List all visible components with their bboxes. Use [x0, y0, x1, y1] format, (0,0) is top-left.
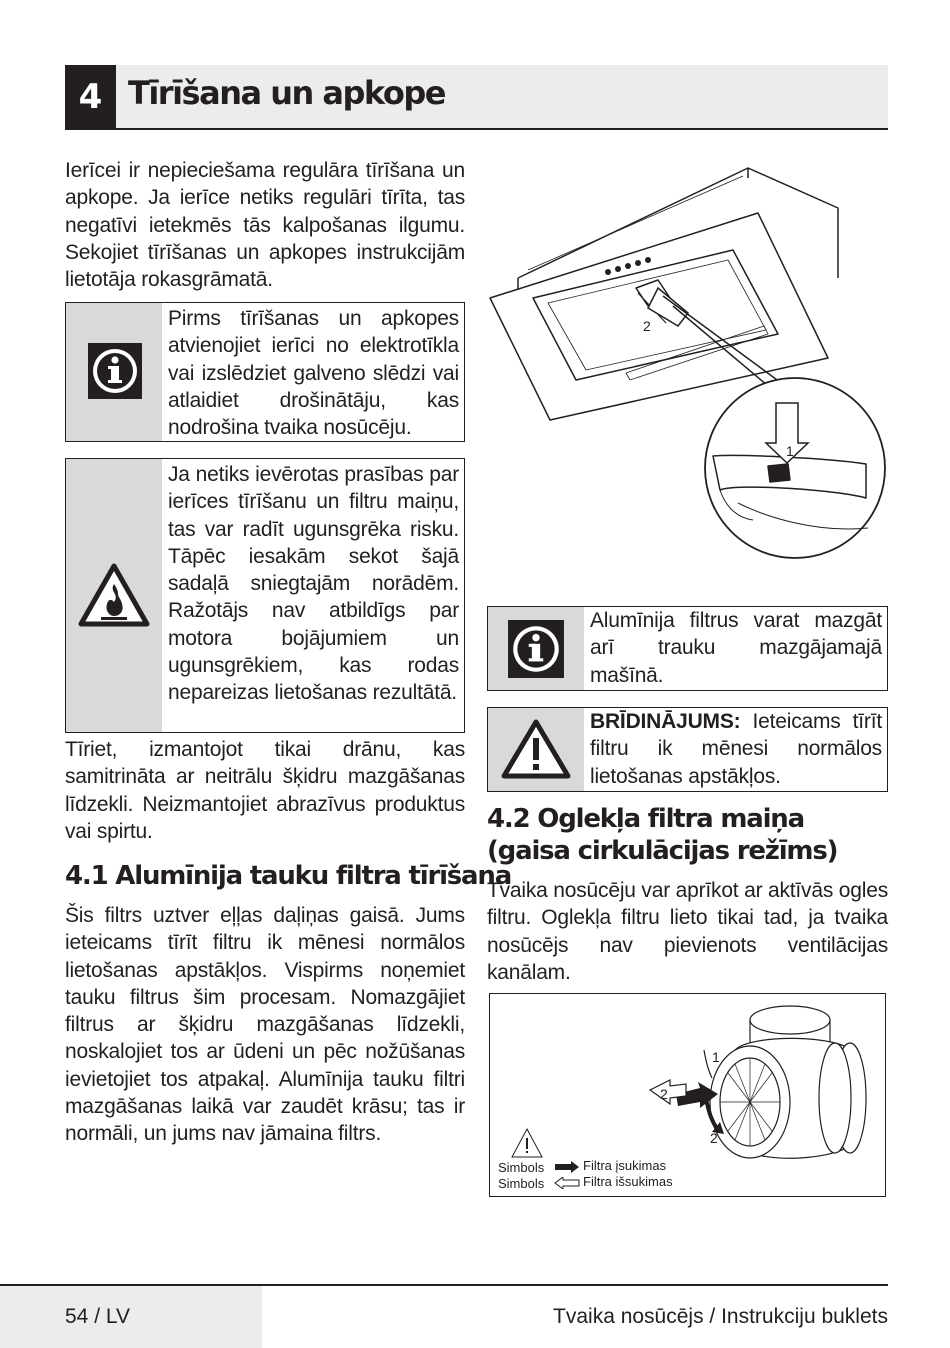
warning-notice-text — [590, 708, 882, 790]
flammable-icon — [78, 562, 150, 628]
section-4-2-heading: 4.2 Oglekļa filtra maiņa (gaisa cirkulācijas režīms) — [487, 804, 838, 866]
legend-remove-label: Filtra išsukimas — [583, 1174, 673, 1189]
info-notice-text: Pirms tīrīšanas un apkopes atvienojiet ierīci no elektrotīkla vai izslēdziet galveno slēdzi vai atlaidiet drošinātāju, kas nodrošina tvaika nosūcēju. — [168, 307, 459, 440]
hood-figure-label-1: 1 — [786, 443, 794, 459]
carbon-filter-figure — [489, 993, 886, 1197]
section-4-1-paragraph: Šis filtrs uztver eļļas daļiņas gaisā. Jums ieteicams tīrīt filtru ik mēnesi normālos lietošanas apstākļos. Vispirms noņemiet tauku filtrus šim procesam. Nomazgājiet filtrus ar šķidru mazgāšanas līdzekli, noskalojiet tos ar ūdeni un pēc nožūšanas ievietojiet tos atpakaļ. Alumīnija tauku filtri mazgāšanas laikā var zaudēt krāsu; tas ir normāli, un jums nav jāmaina filtrs. — [65, 904, 465, 1146]
hood-filter-illustration — [488, 158, 888, 570]
legend-symbol-1: Simbols — [498, 1160, 545, 1175]
chapter-number: 4 — [65, 65, 116, 130]
hood-figure-label-2: 2 — [643, 318, 651, 334]
carbon-filter-illustration — [640, 998, 880, 1194]
cleaning-paragraph: Tīriet, izmantojot tikai drānu, kas samitrināta ar neitrālu šķidru mazgāšanas līdzekli. Neizmantojiet abrazīvus produktus vai spirtu. — [65, 738, 465, 843]
notice-icon-cell — [488, 607, 584, 690]
warning-body: Ieteicams tīrīt filtru ik mēnesi normālos lietošanas apstākļos. — [590, 710, 882, 788]
intro-paragraph: Ierīcei ir nepieciešama regulāra tīrīšana un apkope. Ja ierīce netiks regulāri tīrīta, tas negatīvi ietekmēs tās kalpošanas ilgumu. Sekojiet tīrīšanas un apkopes instrukcijām lietotāja rokasgrāmatā. — [65, 159, 465, 292]
footer-page-block — [0, 1286, 262, 1348]
notice-icon-cell — [66, 303, 162, 441]
carbon-figure-label-1: 1 — [712, 1049, 720, 1065]
warning-label: BRĪDINĀJUMS: — [590, 710, 741, 733]
footer-doc-title: Tvaika nosūcējs / Instrukciju buklets — [553, 1305, 888, 1328]
chapter-title: Tīrīšana un apkope — [128, 74, 445, 112]
carbon-figure-label-2b: 2 — [710, 1130, 718, 1146]
carbon-figure-label-2a: 2 — [660, 1086, 668, 1102]
fire-notice-text: Ja netiks ievērotas prasības par ierīces tīrīšanu un filtru maiņu, tas var radīt ugunsgrēka risku. Tāpēc iesakām sekot šajā sadaļā sniegtajām norādēm. Ražotājs nav atbildīgs par motora bojājumiem un ugunsgrēkiem, kas rodas nepareizas lietošanas rezultātā. — [168, 463, 459, 705]
info-notice-disconnect — [65, 302, 465, 442]
warning-notice — [487, 707, 888, 792]
notice-icon-cell — [488, 708, 584, 791]
section-4-1-heading: 4.1 Alumīnija tauku filtra tīrīšana — [65, 861, 512, 891]
legend-warning-icon — [510, 1127, 544, 1159]
info-icon — [88, 343, 142, 399]
page-number: 54 / LV — [65, 1305, 130, 1328]
info-notice-dishwasher — [487, 606, 888, 691]
fire-notice — [65, 458, 465, 733]
warning-icon — [501, 718, 571, 780]
info-notice-dishwasher-text: Alumīnija filtrus varat mazgāt arī trauku mazgājamajā mašīnā. — [590, 609, 882, 687]
notice-icon-cell — [66, 459, 162, 732]
section-4-2-paragraph: Tvaika nosūcēju var aprīkot ar aktīvās ogles filtru. Oglekļa filtru lieto tikai tad, ja tvaika nosūcējs nav pievienots ventilācijas kanālam. — [487, 879, 888, 984]
info-icon — [508, 620, 564, 678]
legend-symbol-2: Simbols — [498, 1176, 545, 1191]
legend-fit-label: Filtra įsukimas — [583, 1158, 667, 1173]
legend-remove-arrow-icon — [554, 1177, 580, 1189]
legend-fit-arrow-icon — [554, 1161, 580, 1173]
